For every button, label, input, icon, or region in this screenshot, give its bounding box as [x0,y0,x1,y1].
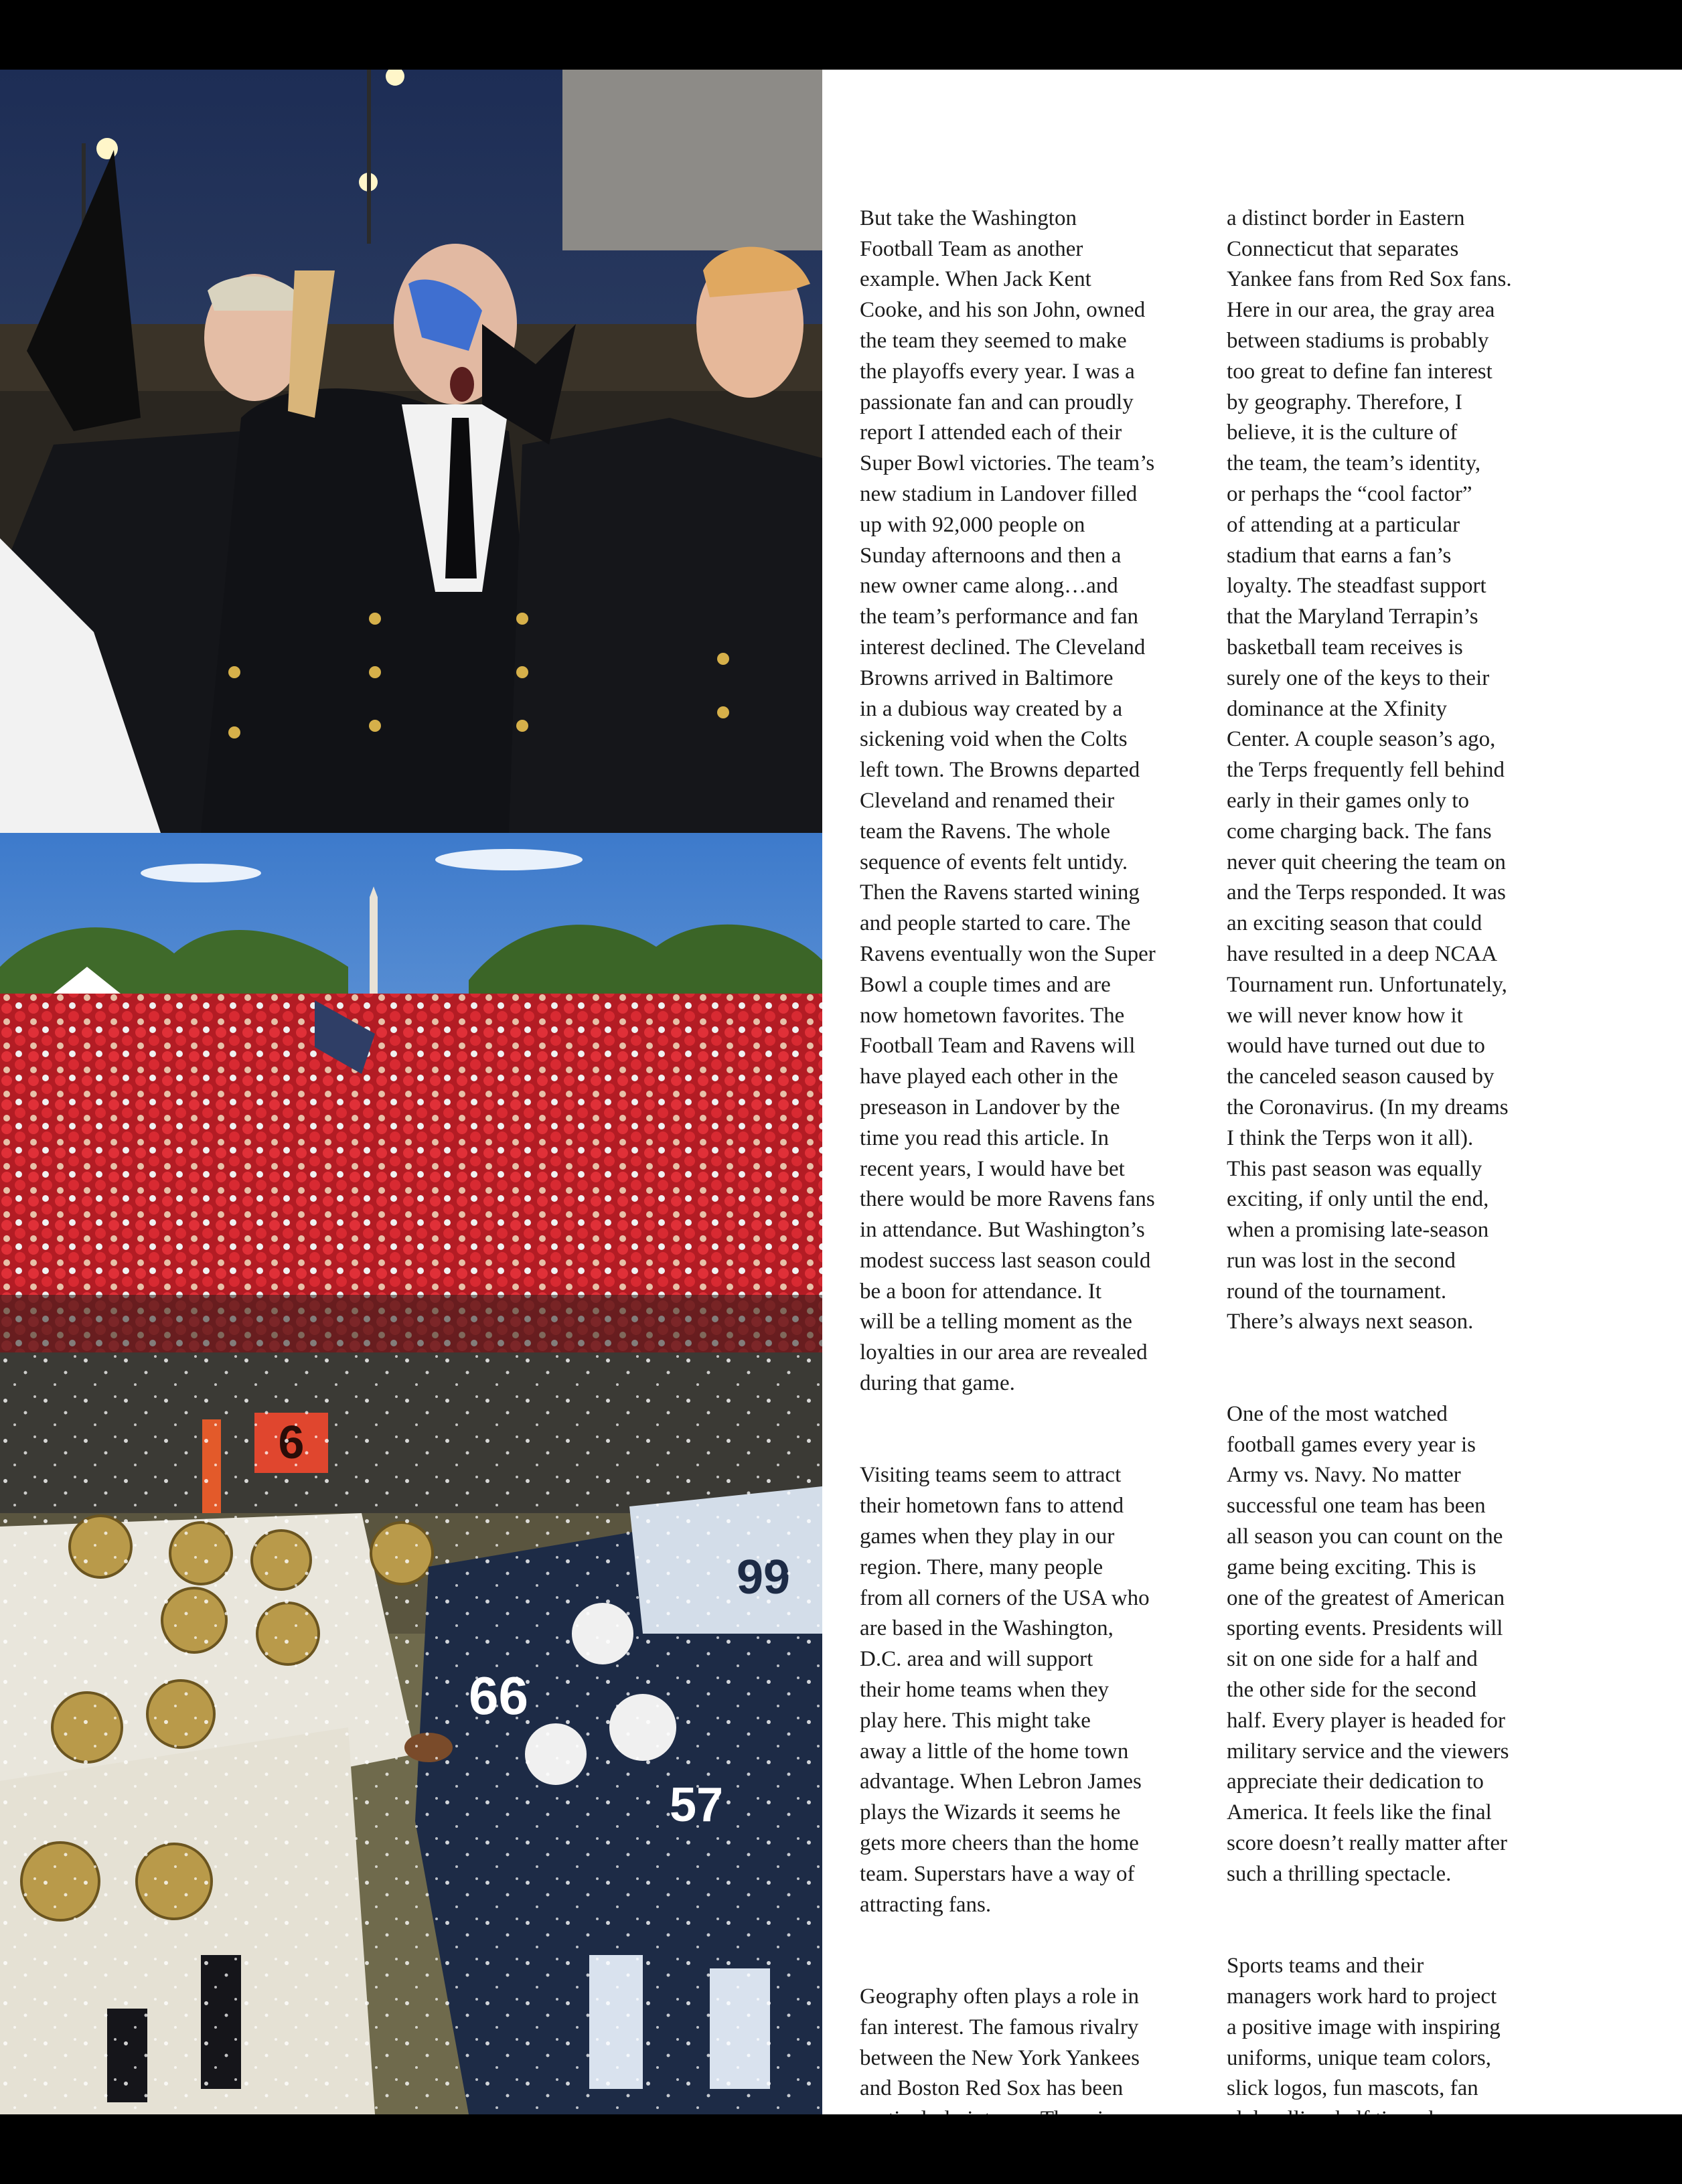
paragraph: a distinct border in Eastern Connecticut that separates Yankee fans from Red Sox fans. Here in our area, the gray area between stadiums is probably too great to define fan interest by geography. Therefore, I believe, it is the culture of the team, the team’s identity, or perhaps the “cool factor” of attending at a particular stadium that earns a fan’s loyalty. The steadfast support that the Maryland Terrapin’s basketball team receives is surely one of the keys to their dominance at the Xfinity Center. A couple season’s ago, the Terps frequently fell behind early in their games only to come charging back. The fans never quit cheering the team on and the Terps responded. It was an exciting season that could have resulted in a deep NCAA Tournament run. Unfortunately, we will never know how it would have turned out due to the canceled season caused by the Coronavirus. (In my dreams I think the Terps won it all). This past season was equally exciting, if only until the end, when a promising late-season run was lost in the second round of the tournament. There’s always next season. [1227,206,1512,1334]
article-column-left [860,173,1221,2166]
paragraph: But take the Washington Football Team as another example. When Jack Kent Cooke, and his son John, owned the team they seemed to make the playoffs every year. I was a passionate fan and can proudly report I attended each of their Super Bowl victories. The team’s new stadium in Landover filled up with 92,000 people on Sunday afternoons and then a new owner came along…and the team’s performance and fan interest declined. The Cleveland Browns arrived in Baltimore in a dubious way created by a sickening void when the Colts left town. The Browns departed Cleveland and renamed their team the Ravens. The whole sequence of events felt untidy. Then the Ravens started wining and people started to care. The Ravens eventually won the Super Bowl a couple times and are now hometown favorites. The Football Team and Ravens will have played each other in the preseason in Landover by the time you read this article. In recent years, I would have bet there would be more Ravens fans in attendance. But Washington’s modest success last season could be a boon for attendance. It will be a telling moment as the loyalties in our area are revealed during that game. [860,206,1156,1396]
photo-red-crowd-national-mall [0,833,822,1352]
photo-cheering-midshipmen [0,70,822,833]
paragraph: Visiting teams seem to attract their hometown fans to attend games when they play in our region. There, many people from all corners of the USA who are based in the Washington, D.C. area and will support their home teams when they play here. This might take away a little of the home town advantage. When Lebron James plays the Wizards it seems he gets more cheers than the home team. Superstars have a way of attracting fans. [860,1463,1150,1917]
article-column-right [1227,173,1588,2166]
top-black-bar [0,0,1682,70]
photo-army-navy-scrimmage [0,1352,822,2114]
paragraph: One of the most watched football games every year is Army vs. Navy. No matter successful one team has been all season you can count on the game being exciting. This is one of the greatest of American sporting events. Presidents will sit on one side for a half and the other side for the second half. Every player is headed for military service and the viewers appreciate their dedication to America. It feels like the final score doesn’t really matter after such a thrilling spectacle. [1227,1401,1509,1886]
paragraph: Geography often plays a role in fan interest. The famous rivalry between the New York Yankees and Boston Red Sox has been [860,1984,1140,2101]
paragraph: Sports teams and their managers work hard to project a positive image with inspiring uniforms, unique team colors, slick logos, fun mascots, fan [1227,1954,1501,2101]
bottom-black-bar [0,2114,1682,2184]
